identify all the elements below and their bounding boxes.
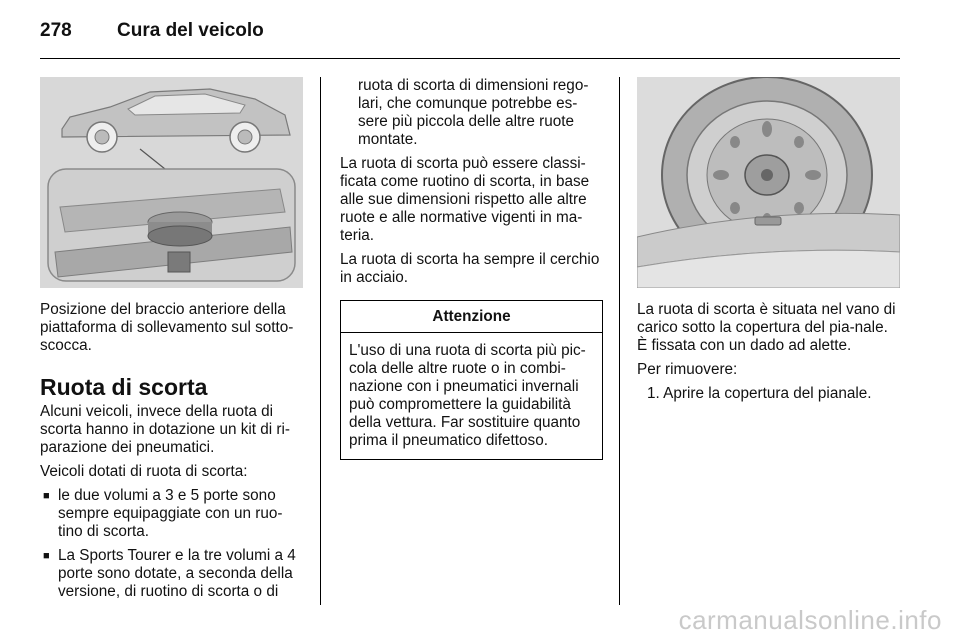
column-divider <box>619 77 620 605</box>
paragraph: Veicoli dotati di ruota di scorta: <box>40 463 248 480</box>
figure-caption: Posizione del braccio anteriore della piattaforma di sollevamento sul sotto-scocca. <box>40 301 294 354</box>
column-left <box>40 77 305 607</box>
page-number: 278 <box>40 20 72 41</box>
car-lift-point-illustration <box>40 77 303 288</box>
section-heading: Ruota di scorta <box>40 374 208 400</box>
square-bullet-icon: ■ <box>43 550 50 562</box>
paragraph: La ruota di scorta è situata nel vano di carico sotto la copertura del pia-nale. È fissata con un dado ad alette. <box>637 301 896 354</box>
numbered-list <box>637 385 902 403</box>
column-middle <box>340 77 603 460</box>
bullet-continuation: ruota di scorta di dimensioni rego-lari, che comunque potrebbe es-sere più piccola delle altre ruote montate. <box>358 77 589 148</box>
page-title: Cura del veicolo <box>117 20 264 41</box>
paragraph: Alcuni veicoli, invece della ruota di scorta hanno in dotazione un kit di ri-parazione dei pneumatici. <box>40 403 290 456</box>
list-item: 1. Aprire la copertura del pianale. <box>647 385 872 402</box>
spare-wheel-illustration <box>637 77 900 288</box>
warning-text: L'uso di una ruota di scorta più pic-cola delle altre ruote o in combi-nazione con i pneumatici invernali può compromettere la guidabilità della vettura. Far sostituire quanto prima il pneumatico difettoso. <box>349 342 586 449</box>
list-item-text: le due volumi a 3 e 5 porte sono sempre equipaggiate con un ruo-tino di scorta. <box>58 487 283 540</box>
warning-title: Attenzione <box>341 301 602 333</box>
paragraph: La ruota di scorta ha sempre il cerchio in acciaio. <box>340 251 600 286</box>
square-bullet-icon: ■ <box>43 490 50 502</box>
column-right <box>637 77 902 403</box>
paragraph: La ruota di scorta può essere classi-ficata come ruotino di scorta, in base alle sue dimensioni rispetto alle altre ruote e alle normative vigenti in ma-teria. <box>340 155 590 244</box>
column-divider <box>320 77 321 605</box>
header-divider <box>40 58 900 59</box>
paragraph: Per rimuovere: <box>637 361 738 378</box>
bullet-list <box>40 487 305 601</box>
list-item <box>40 547 305 601</box>
warning-box <box>340 300 603 460</box>
list-item-text: La Sports Tourer e la tre volumi a 4 porte sono dotate, a seconda della versione, di ruotino di scorta o di <box>58 547 296 600</box>
watermark: carmanualsonline.info <box>678 605 942 635</box>
list-item <box>40 487 305 541</box>
